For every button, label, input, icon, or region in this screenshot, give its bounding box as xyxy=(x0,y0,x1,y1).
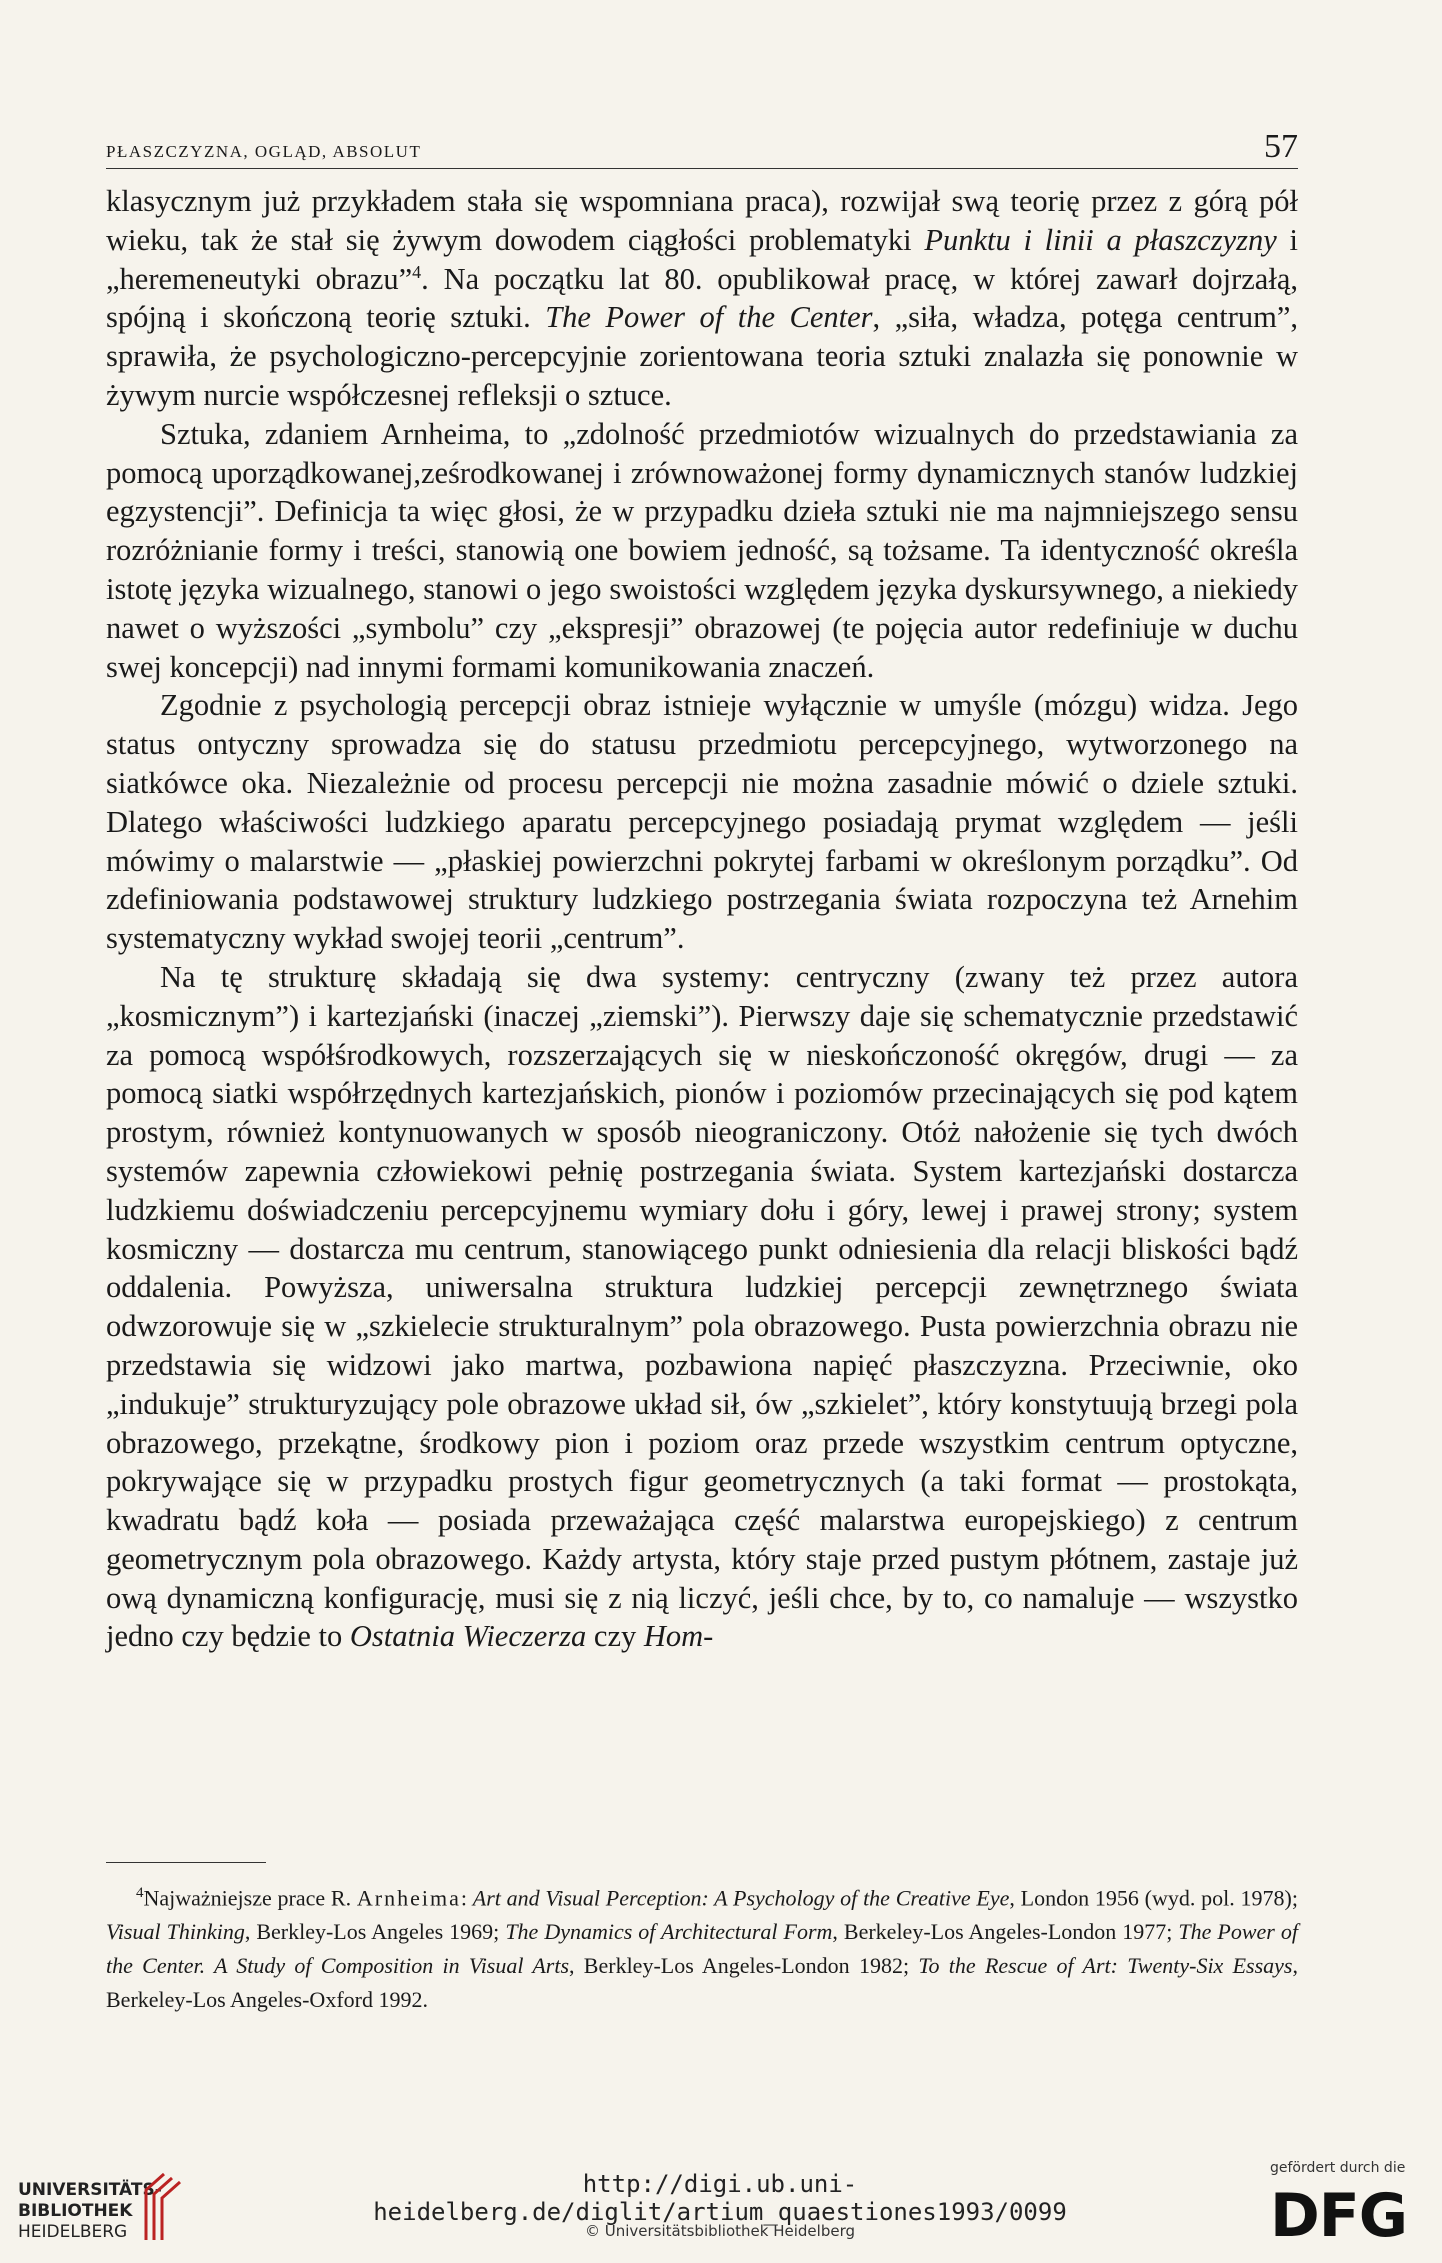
running-head: PŁASZCZYZNA, OGLĄD, ABSOLUT xyxy=(106,142,422,161)
text-run: i „heremeneutyki obrazu” xyxy=(106,222,1298,296)
text-run: klasycznym już przykładem stała się wspomniana praca), rozwijał swą teorię przez z górą pół wieku, tak że stał się żywym dowodem ciągłości problematyki xyxy=(106,184,1298,257)
text-run: , Berkeley-Los Angeles-Oxford 1992. xyxy=(106,1953,1298,2013)
funded-by-label: gefördert durch die xyxy=(1270,2160,1406,2176)
library-line: HEIDELBERG xyxy=(18,2222,128,2242)
italic-title: The Dynamics of Architectural Form xyxy=(505,1919,833,1945)
text-run: , Berkley-Los Angeles 1969; xyxy=(244,1919,506,1945)
footnotes xyxy=(106,1876,1298,2017)
italic-title: The Power of the Center xyxy=(545,300,873,335)
copyright-notice: © Universitätsbibliothek Heidelberg xyxy=(584,2222,855,2240)
page-header xyxy=(106,128,1298,169)
page-number: 57 xyxy=(1264,128,1298,165)
permalink-url[interactable]: http://digi.ub.uni-heidelberg.de/diglit/artium_quaestiones1993/0099 xyxy=(373,2170,1067,2226)
italic-title: To the Rescue of Art: Twenty-Six Essays xyxy=(918,1953,1293,1979)
text-run: , Berkley-Los Angeles-London 1982; xyxy=(569,1953,919,1979)
text-run: Na tę strukturę składają się dwa systemy: centryczny (zwany też przez autora „kosmicznym”) i kartezjański (inaczej „ziemski”). Pierwszy daje się schematycznie przedstawić za pomocą współśrodkowych, rozszerzających się w nieskończoność okręgów, drugi — za pomocą siatki współrzędnych kartezjańskich, pionów i poziomów przecinających się pod kątem prostym, również kontynuowanych w sposób nieograniczony. Otóż nałożenie się tych dwóch systemów zapewnia człowiekowi pełnię postrzegania świata. System kartezjański dostarcza ludzkiemu doświadczeniu percepcyjnemu wymiary dołu i góry, lewej i prawej strony; system kosmiczny — dostarcza mu centrum, stanowiącego punkt odniesienia dla relacji bliskości bądź oddalenia. Powyższa, uniwersalna struktura ludzkiej percepcji zewnętrznego świata odwzorowuje się w „szkielecie strukturalnym” pola obrazowego. Pusta powierzchnia obrazu nie przedstawia się widzowi jako martwa, pozbawiona napięć płaszczyzna. Przeciwnie, oko „indukuje” strukturyzujący pole obrazowe układ sił, ów „szkielet”, który konstytuują brzegi pola obrazowego, przekątne, środkowy pion i poziom oraz przede wszystkim centrum optyczne, pokrywające się w przypadku prostych figur geometrycznych (a taki format — prostokąta, kwadratu bądź koła — posiada przeważająca część malarstwa europejskiego) z centrum geometrycznym pola obrazowego. Każdy artysta, który staje przed pustym płótnem, zastaje już ową dynamiczną konfigurację, musi się z nią liczyć, jeśli chce, by to, co namaluje — wszystko jedno czy będzie to xyxy=(106,959,1298,1654)
text-run: , Berkeley-Los Angeles-London 1977; xyxy=(832,1919,1179,1945)
text-run: Najważniejsze prace R. xyxy=(143,1885,357,1911)
italic-title: Ostatnia Wieczerza xyxy=(349,1619,587,1654)
body-text xyxy=(106,182,1298,1656)
text-run: , London 1956 (wyd. pol. 1978); xyxy=(1009,1885,1298,1911)
text-run: czy xyxy=(586,1619,644,1654)
dfg-logo: DFG xyxy=(1270,2181,1408,2251)
italic-title: Art and Visual Perception: A Psychology of the Creative Eye xyxy=(472,1885,1010,1911)
paragraph-1 xyxy=(106,182,1298,415)
italic-title: Punktu i linii a płaszczyzny xyxy=(924,222,1277,257)
digitization-footer xyxy=(0,2150,1442,2263)
library-logo-icon xyxy=(140,2170,190,2242)
author-name: Arnheima xyxy=(356,1885,461,1911)
italic-title: Visual Thinking xyxy=(106,1919,245,1945)
footnote-4 xyxy=(106,1876,1298,2017)
library-line: UNIVERSITÄTS- xyxy=(18,2180,162,2200)
italic-title: The Power of the Center. A Study of Composition in Visual Arts xyxy=(106,1919,1298,1979)
text-run: , „siła, władza, potęga centrum”, sprawiła, że psychologiczno-percepcyjnie zorientowana teoria sztuki znalazła się ponownie w żywym nurcie współczesnej refleksji o sztuce. xyxy=(106,300,1298,412)
paragraph-3: Zgodnie z psychologią percepcji obraz istnieje wyłącznie w umyśle (mózgu) widza. Jego status ontyczny sprowadza się do statusu przedmiotu percepcyjnego, wytworzonego na siatkówce oka. Niezależnie od procesu percepcji nie można zasadnie mówić o dziele sztuki. Dlatego właściwości ludzkiego aparatu percepcyjnego posiadają prymat względem — jeśli mówimy o malarstwie — „płaskiej powierzchni pokrytej farbami w określonym porządku”. Od zdefiniowania podstawowej struktury ludzkiego postrzegania świata rozpoczyna też Arnehim systematyczny wykład swojej teorii „centrum”. xyxy=(106,688,1298,956)
library-line: BIBLIOTHEK xyxy=(18,2201,133,2221)
footnote-divider xyxy=(106,1862,266,1863)
footnote-reference[interactable]: 4 xyxy=(412,261,422,282)
text-run: . Na początku lat 80. opublikował pracę, w której zawarł dojrzałą, spójną i skończoną teorię sztuki. xyxy=(106,261,1298,335)
footnote-marker: 4 xyxy=(136,1885,144,1901)
paragraph-4 xyxy=(106,958,1298,1656)
colon: : xyxy=(460,1885,473,1911)
italic-title: Hom- xyxy=(643,1619,714,1654)
paragraph-2: Sztuka, zdaniem Arnheima, to „zdolność przedmiotów wizualnych do przedstawiania za pomocą uporządkowanej,ześrodkowanej i zrównoważonej formy dynamicznych stanów ludzkiej egzystencji”. Definicja ta więc głosi, że w przypadku dzieła sztuki nie ma najmniejszego sensu rozróżnianie formy i treści, stanowią one bowiem jedność, są tożsame. Ta identyczność określa istotę języka wizualnego, stanowi o jego swoistości względem języka dyskursywnego, a niekiedy nawet o wyższości „symbolu” czy „ekspresji” obrazowej (te pojęcia autor redefiniuje w duchu swej koncepcji) nad innymi formami komunikowania znaczeń. xyxy=(106,416,1298,684)
